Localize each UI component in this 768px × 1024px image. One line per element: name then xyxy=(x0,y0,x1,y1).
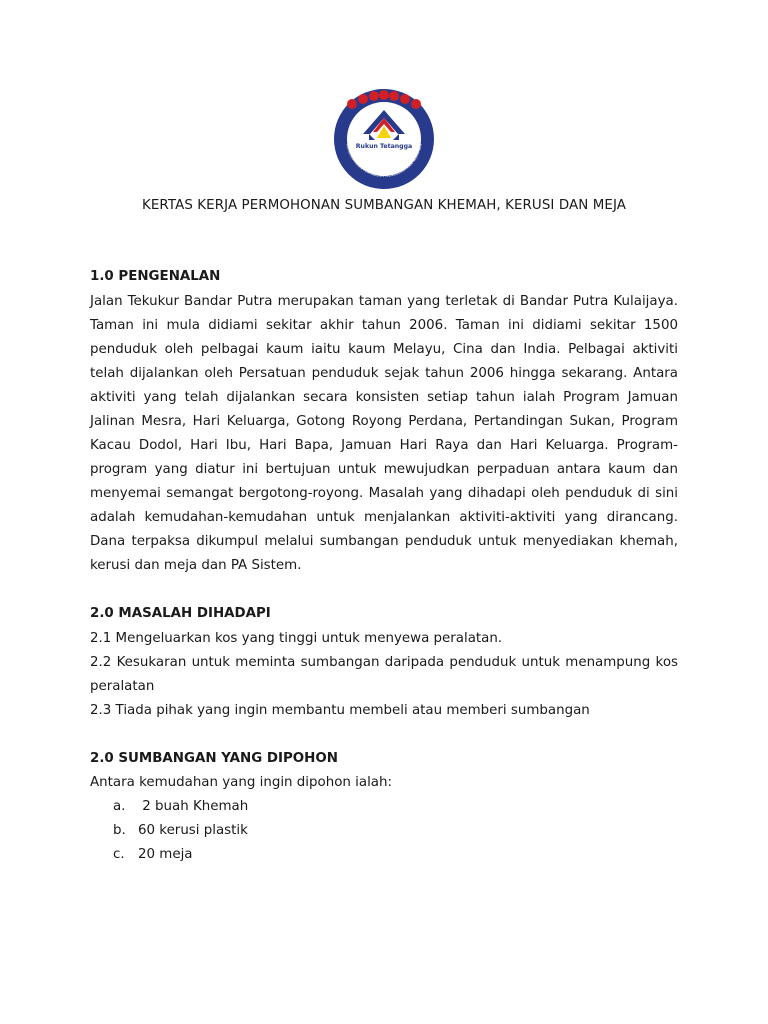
logo-ring-text: MEMBUDAYAKAN PERPADUAN MENGGUKUHKAN KEJIRANAN xyxy=(345,143,423,179)
sumbangan-intro: Antara kemudahan yang ingin dipohon ialah: xyxy=(90,775,392,790)
rukun-tetangga-logo xyxy=(333,88,435,190)
list-item-text: 2 buah Khemah xyxy=(138,799,249,814)
logo-text: Rukun Tetangga xyxy=(355,143,413,150)
section-heading-masalah: 2.0 MASALAH DIHADAPI xyxy=(90,606,271,621)
list-item-marker: c. xyxy=(113,847,125,862)
masalah-item: 2.1 Mengeluarkan kos yang tinggi untuk menyewa peralatan. xyxy=(90,631,503,646)
section-heading-pengenalan: 1.0 PENGENALAN xyxy=(90,269,221,284)
pengenalan-paragraph: Jalan Tekukur Bandar Putra merupakan taman yang terletak di Bandar Putra Kulaijaya. Taman ini mula didiami sekitar akhir tahun 2006. Taman ini didiami sekitar 1500 penduduk oleh pelbagai kaum iaitu kaum Melayu, Cina dan India. Pelbagai aktiviti telah dijalankan oleh Persatuan penduduk sejak tahun 2006 hingga sekarang. Antara aktiviti yang telah dijalankan secara konsisten setiap tahun ialah Program Jamuan Jalinan Mesra, Hari Keluarga, Gotong Royong Perdana, Pertandingan Sukan, Program Kacau Dodol, Hari Ibu, Hari Bapa, Jamuan Hari Raya dan Hari Keluarga. Program-program yang diatur ini bertujuan untuk mewujudkan perpaduan antara kaum dan menyemai semangat bergotong-royong. Masalah yang dihadapi oleh penduduk di sini adalah kemudahan-kemudahan untuk menjalankan aktiviti-aktiviti yang dirancang. Dana terpaksa dikumpul melalui sumbangan penduduk untuk menyediakan khemah, kerusi dan meja dan PA Sistem. xyxy=(90,294,678,573)
masalah-item: 2.2 Kesukaran untuk meminta sumbangan daripada penduduk untuk menampung kos peralatan xyxy=(90,655,678,694)
document-title: KERTAS KERJA PERMOHONAN SUMBANGAN KHEMAH, KERUSI DAN MEJA xyxy=(141,198,627,213)
list-item-text: 60 kerusi plastik xyxy=(138,823,248,838)
list-item-marker: a. xyxy=(113,799,126,814)
masalah-item: 2.3 Tiada pihak yang ingin membantu membeli atau memberi sumbangan xyxy=(90,703,590,718)
list-item-text: 20 meja xyxy=(138,847,193,862)
list-item-marker: b. xyxy=(113,823,126,838)
section-heading-sumbangan: 2.0 SUMBANGAN YANG DIPOHON xyxy=(90,751,338,766)
